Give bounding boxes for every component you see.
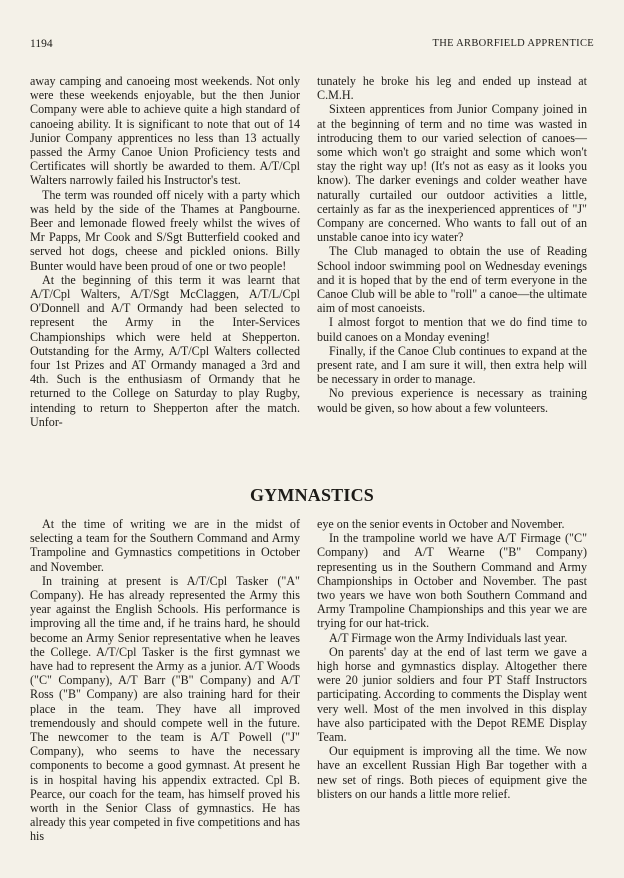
canoe-article-right-column <box>317 74 587 415</box>
page-number: 1194 <box>30 38 53 50</box>
paragraph: away camping and canoeing most weekends. Not only were these weekends enjoyable, but the then Junior Company were able to achieve quite a high standard of canoeing ability. It is significant to note that out of 14 Junior Company apprentices no less than 13 actually passed the Army Canoe Union Proficiency tests and Certificates will shortly be awarded to them. A/T/Cpl Walters narrowly failed his Instructor's test. <box>30 74 300 188</box>
paragraph: Our equipment is improving all the time. We now have an excellent Russian High Bar together with a new set of rings. Both pieces of equipment give the blisters on our hands a little more relief. <box>317 744 587 801</box>
paragraph: Sixteen apprentices from Junior Company joined in at the beginning of term and no time was wasted in introducing them to our varied selection of canoes—some which won't go straight and some which won't stay the right way up! (It's not as easy as it looks you know). The darker evenings and colder weather have naturally curtailed our outdoor activities a little, certainly as far as the inexperienced apprentices of "J" Company are concerned. Who wants to fall out of an unstable canoe into icy water? <box>317 102 587 245</box>
paragraph: At the time of writing we are in the midst of selecting a team for the Southern Command and Army Trampoline and Gymnastics competitions in October and November. <box>30 517 300 574</box>
gymnastics-article-right-column <box>317 517 587 801</box>
paragraph: The Club managed to obtain the use of Reading School indoor swimming pool on Wednesday evenings and it is hoped that by the end of term everyone in the Canoe Club will be able to "roll" a canoe—the ultimate aim of most canoeists. <box>317 244 587 316</box>
paragraph: On parents' day at the end of last term we gave a high horse and gymnastics display. Altogether there were 20 junior soldiers and four PT Staff Instructors participating. According to comments the Display went very well. Most of the men involved in this display have also participated with the Depot REME Display Team. <box>317 644 587 745</box>
paragraph: In the trampoline world we have A/T Firmage ("C" Company) and A/T Wearne ("B" Company) representing us in the Southern Command and Army Championships in October and November. The past two years we have won both Southern Command and Army Trampoline Championships and this year we are trying for our hat-trick. <box>317 531 587 631</box>
paragraph: tunately he broke his leg and ended up instead at C.M.H. <box>317 74 587 103</box>
paragraph: In training at present is A/T/Cpl Tasker ("A" Company). He has already represented the Army this year against the English Schools. His performance is improving all the time and, if he trains hard, he should become an Army Senior representative when he leaves the College. A/T/Cpl Tasker is the first gymnast we have had to represent the Army as a junior. A/T Woods ("C" Company), A/T Barr ("B" Company) and A/T Ross ("B" Company) are also training hard for their place in the team. They have all improved tremendously and should compete well in the future. The newcomer to the team is A/T Powell ("J" Company), who seems to have the necessary components to become a good gymnast. At present he is in hospital having his appendix extracted. Cpl B. Pearce, our coach for the team, has himself proved his worth in the Senior Class of gymnastics. He has already this year competed in five competitions and has his <box>30 573 300 844</box>
paragraph: Finally, if the Canoe Club continues to expand at the present rate, and I am sure it will, then extra help will be necessary in order to manage. <box>317 343 587 387</box>
paragraph: I almost forgot to mention that we do find time to build canoes on a Monday evening! <box>317 315 587 344</box>
paragraph: A/T Firmage won the Army Individuals last year. <box>329 630 568 645</box>
section-heading-gymnastics: GYMNASTICS <box>249 485 375 505</box>
paragraph: At the beginning of this term it was learnt that A/T/Cpl Walters, A/T/Sgt McClaggen, A/T/L/Cpl O'Donnell and A/T Ormandy had been selected to represent the Army in the Inter-Services Championships which were held at Shepperton. Outstanding for the Army, A/T/Cpl Walters collected four 1st Prizes and AT Ormandy managed a 3rd and 4th. Such is the enthusiasm of Ormandy that he returned to the College on Saturday to play Rugby, intending to return to Shepperton after the match. Unfor- <box>30 272 300 429</box>
paragraph: The term was rounded off nicely with a party which was held by the side of the Thames at Pangbourne. Beer and lemonade flowed freely whilst the wives of Mr Papps, Mr Cook and S/Sgt Butterfield cooked and served hot dogs, cheese and pickled onions. Billy Bunter would have been proud of one or two people! <box>30 187 300 273</box>
canoe-article-left-column <box>30 74 300 429</box>
paragraph: No previous experience is necessary as training would be given, so how about a few volunteers. <box>317 386 587 415</box>
gymnastics-article-left-column <box>30 517 300 844</box>
running-header: THE ARBORFIELD APPRENTICE <box>432 38 594 49</box>
paragraph: eye on the senior events in October and November. <box>317 517 565 531</box>
